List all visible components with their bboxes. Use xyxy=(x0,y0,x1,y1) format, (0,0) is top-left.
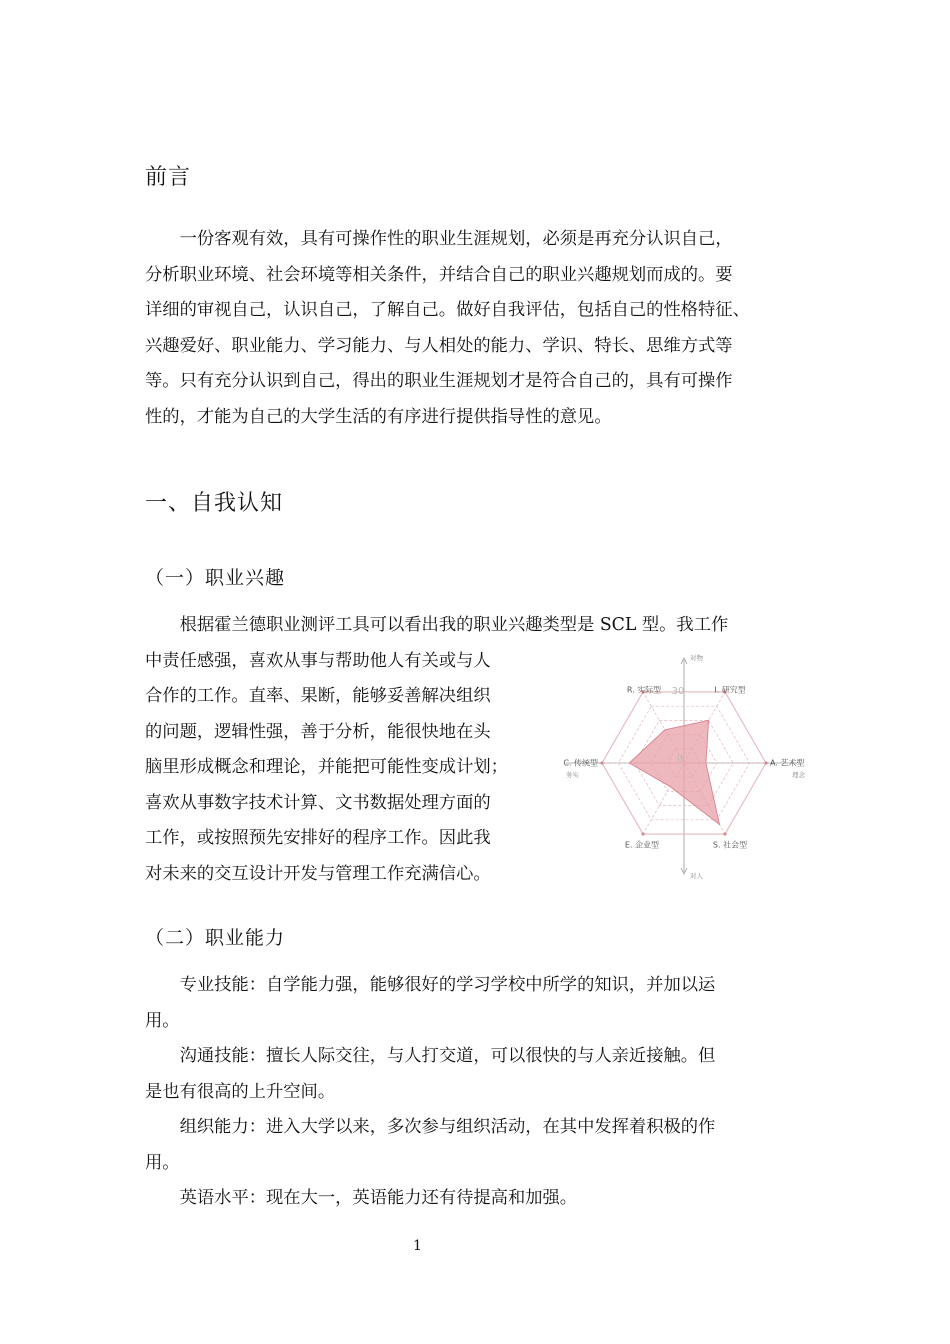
preface-title: 前言 xyxy=(145,165,192,190)
radar-vertex-dot xyxy=(723,832,726,835)
ability-line: 组织能力：进入大学以来，多次参与组织活动，在其中发挥着积极的作 xyxy=(179,1117,716,1137)
preface-paragraph xyxy=(145,222,807,435)
interest-line: 合作的工作。直率、果断，能够妥善解决组织 xyxy=(145,686,491,706)
radar-vertex-dot xyxy=(600,761,603,764)
preface-line: 等。只有充分认识到自己，得出的职业生涯规划才是符合自己的，具有可操作 xyxy=(145,371,733,391)
interest-line: 对未来的交互设计开发与管理工作充满信心。 xyxy=(145,863,491,884)
axis-label-top: 对物 xyxy=(690,654,703,662)
radar-tick-label: 30 xyxy=(671,686,685,697)
radar-category-label: A. 艺术型 xyxy=(770,758,805,768)
radar-category-label: C. 传统型 xyxy=(563,758,598,768)
radar-vertex-dot xyxy=(641,832,644,835)
interest-line: 工作，或按照预先安排好的程序工作。因此我 xyxy=(145,828,491,848)
subsection-title-ability: （二）职业能力 xyxy=(145,927,286,949)
preface-line: 一份客观有效，具有可操作性的职业生涯规划，必须是再充分认识自己， xyxy=(179,229,733,249)
ability-line: 用。 xyxy=(145,1152,180,1173)
axis-label-left: 务实 xyxy=(566,771,579,779)
radar-category-label: I. 研究型 xyxy=(714,685,746,695)
ability-line: 英语水平：现在大一，英语能力还有待提高和加强。 xyxy=(179,1188,578,1208)
radar-data-area xyxy=(629,720,719,824)
preface-line: 详细的审视自己，认识自己，了解自己。做好自我评估，包括自己的性格特征、 xyxy=(145,300,750,320)
ability-line: 专业技能：自学能力强，能够很好的学习学校中所学的知识，并加以运 xyxy=(179,975,716,995)
ability-line: 沟通技能：擅长人际交往，与人打交道，可以很快的与人亲近接触。但 xyxy=(179,1046,716,1066)
radar-vertex-dot xyxy=(764,761,767,764)
radar-category-label: R. 实际型 xyxy=(626,685,662,695)
interest-line: 脑里形成概念和理论，并能把可能性变成计划； xyxy=(145,757,508,777)
ability-paragraphs xyxy=(145,968,807,1217)
axis-label-bottom: 对人 xyxy=(690,872,703,880)
subsection-title-interest: （一）职业兴趣 xyxy=(145,567,286,589)
ability-line: 用。 xyxy=(145,1010,180,1031)
radar-category-label: E. 企业型 xyxy=(624,840,660,850)
page-number: 1 xyxy=(413,1238,422,1254)
section-title: 一、自我认知 xyxy=(145,491,284,516)
axis-label-right: 理念 xyxy=(792,771,805,779)
radar-category-label: S. 社会型 xyxy=(712,840,748,850)
preface-line: 分析职业环境、社会环境等相关条件，并结合自己的职业兴趣规划而成的。要 xyxy=(145,264,733,285)
preface-line: 性的，才能为自己的大学生活的有序进行提供指导性的意见。 xyxy=(145,406,612,427)
interest-first-line: 根据霍兰德职业测评工具可以看出我的职业兴趣类型是 SCL 型。我工作 xyxy=(179,615,729,635)
radar-tick-label: 0 xyxy=(676,753,684,764)
interest-line: 喜欢从事数字技术计算、文书数据处理方面的 xyxy=(145,792,491,813)
interest-line: 的问题，逻辑性强，善于分析，能很快地在头 xyxy=(145,721,491,742)
preface-line: 兴趣爱好、职业能力、学习能力、与人相处的能力、学识、特长、思维方式等 xyxy=(145,335,733,356)
ability-line: 是也有很高的上升空间。 xyxy=(145,1081,336,1102)
interest-line: 中责任感强，喜欢从事与帮助他人有关或与人 xyxy=(145,650,491,671)
holland-radar-chart xyxy=(556,646,812,888)
